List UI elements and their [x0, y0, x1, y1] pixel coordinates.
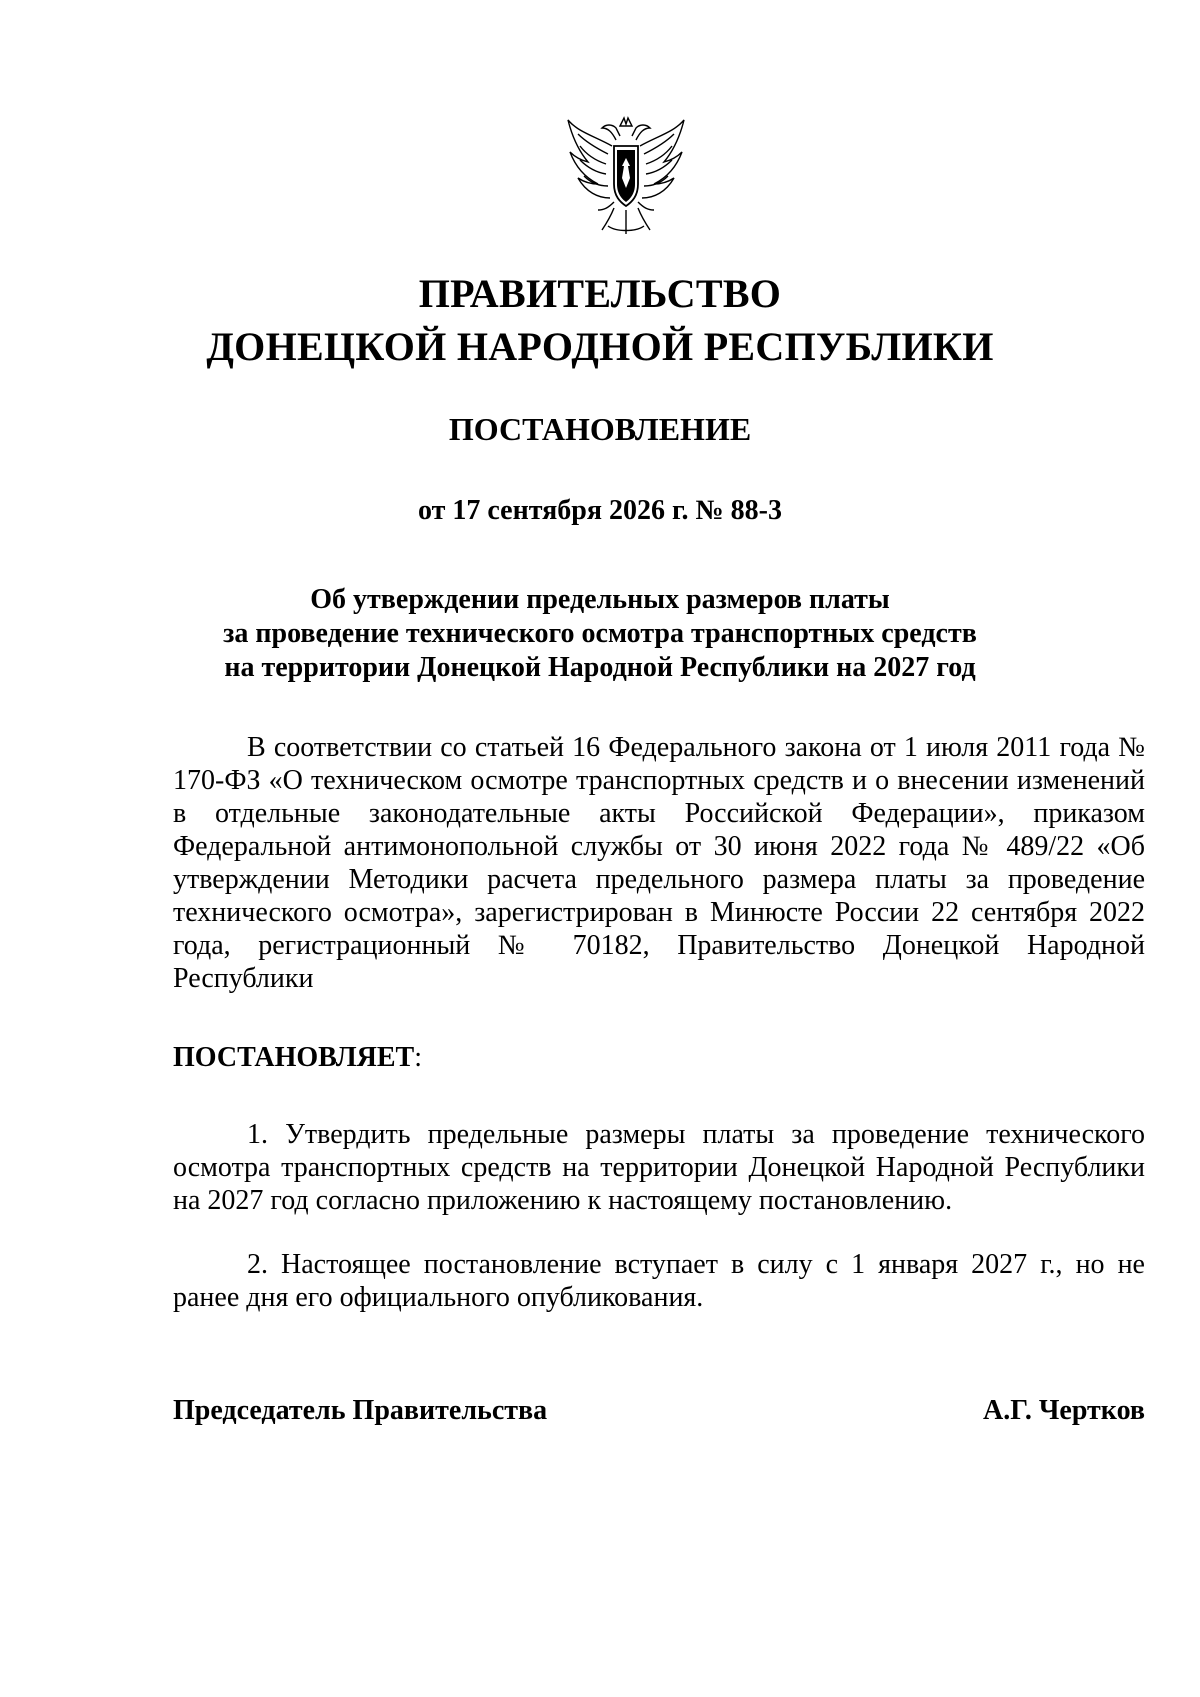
government-name-line2: ДОНЕЦКОЙ НАРОДНОЙ РЕСПУБЛИКИ	[206, 324, 994, 369]
signer-name: А.Г. Чертков	[983, 1395, 1145, 1426]
preamble-paragraph: В соответствии со статьей 16 Федерального закона от 1 июля 2011 года № 170-ФЗ «О техническом осмотре транспортных средств и о внесении изменений в отдельные законодательные акты Российской Федерации», приказом Федеральной антимонопольной службы от 30 июня 2022 года № 489/22 «Об утверждении Методики расчета предельного размера платы за проведение технического осмотра», зарегистрирован в Минюсте России 22 сентября 2022 года, регистрационный № 70182, Правительство Донецкой Народной Республики	[173, 732, 1145, 994]
coat-of-arms-icon	[564, 106, 688, 248]
resolves-heading	[173, 1041, 422, 1075]
document-subject-line1: Об утверждении предельных размеров платы	[310, 584, 890, 615]
document-subject-line3: на территории Донецкой Народной Республики на 2027 год	[224, 652, 976, 683]
resolution-item-2: 2. Настоящее постановление вступает в силу с 1 января 2027 г., но не ранее дня его официального опубликования.	[173, 1249, 1145, 1313]
resolves-word: ПОСТАНОВЛЯЕТ	[173, 1042, 415, 1073]
resolves-colon: :	[414, 1042, 423, 1073]
document-date-number: от 17 сентября 2026 г. № 88-3	[418, 495, 782, 526]
document-subject-line2: за проведение технического осмотра транспортных средств	[223, 618, 977, 649]
document-type: ПОСТАНОВЛЕНИЕ	[448, 411, 752, 447]
government-name-line1: ПРАВИТЕЛЬСТВО	[418, 271, 782, 316]
signer-title: Председатель Правительства	[173, 1395, 548, 1426]
resolution-item-1: 1. Утвердить предельные размеры платы за проведение технического осмотра транспортных средств на территории Донецкой Народной Республики на 2027 год согласно приложению к настоящему постановлению.	[173, 1119, 1145, 1216]
